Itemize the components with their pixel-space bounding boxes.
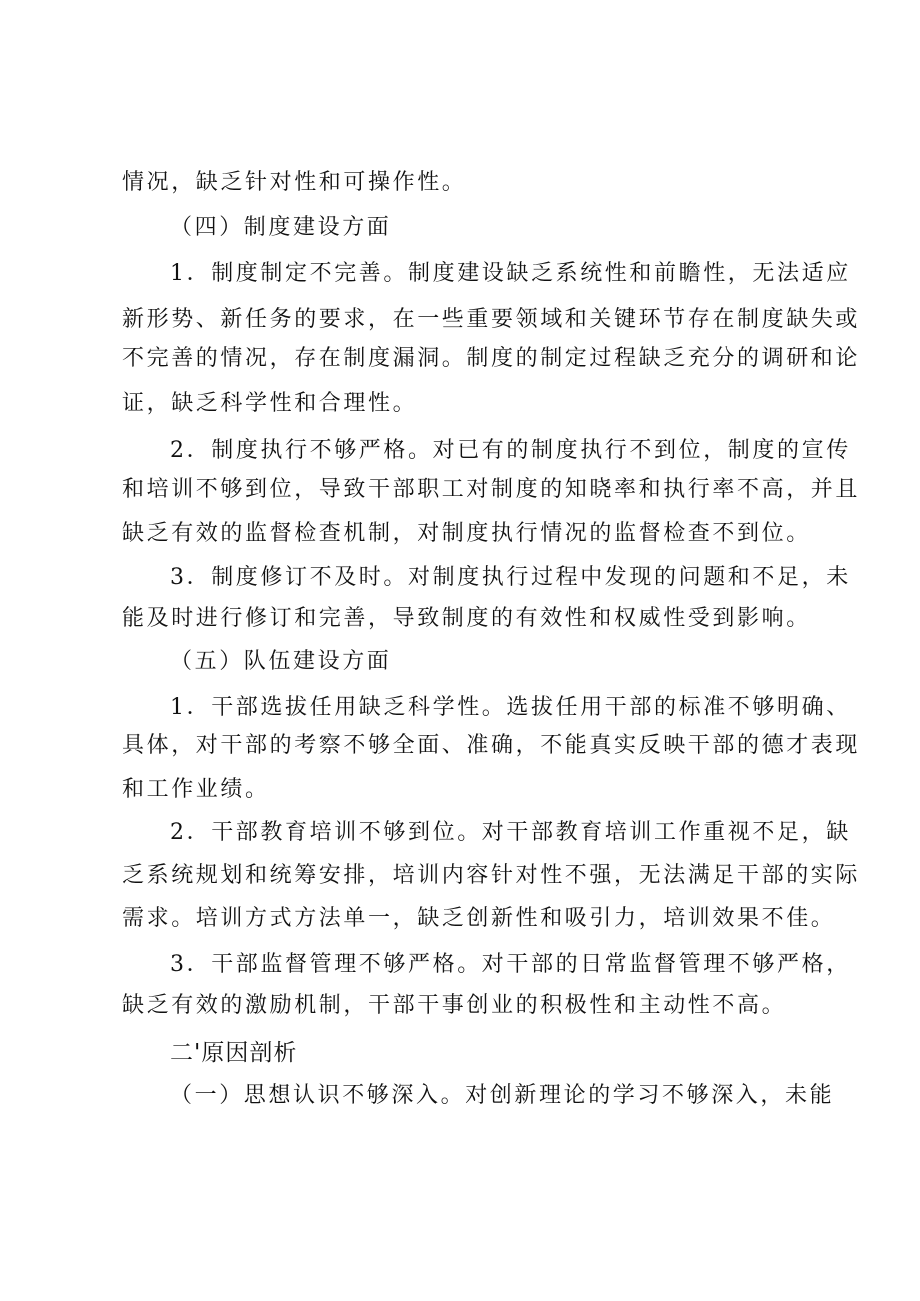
paragraph-line: 证，缺乏科学性和合理性。 xyxy=(122,391,418,416)
paragraph-line: 2．制度执行不够严格。对已有的制度执行不到位，制度的宣传 xyxy=(170,438,851,463)
paragraph-line: 和工作业绩。 xyxy=(122,777,270,802)
paragraph-line: 和培训不够到位，导致干部职工对制度的知晓率和执行率不高，并且 xyxy=(122,477,861,502)
paragraph-line: （一）思想认识不够深入。对创新理论的学习不够深入，未能 xyxy=(170,1083,835,1108)
paragraph-line: 3．制度修订不及时。对制度执行过程中发现的问题和不足，未 xyxy=(170,565,851,590)
paragraph-line: 能及时进行修订和完善，导致制度的有效性和权威性受到影响。 xyxy=(122,606,811,631)
paragraph-line: 缺乏有效的激励机制，干部干事创业的积极性和主动性不高。 xyxy=(122,993,787,1018)
section-heading-5: （五）队伍建设方面 xyxy=(170,649,392,674)
section-heading-4: （四）制度建设方面 xyxy=(170,215,392,240)
paragraph-line: 1．干部选拔任用缺乏科学性。选拔任用干部的标准不够明确、 xyxy=(170,695,851,720)
paragraph-line: 需求。培训方式方法单一，缺乏创新性和吸引力，培训效果不佳。 xyxy=(122,906,836,931)
paragraph-line: 乏系统规划和统筹安排，培训内容针对性不强，无法满足干部的实际 xyxy=(122,863,861,888)
paragraph-line: 具体，对干部的考察不够全面、准确，不能真实反映干部的德才表现 xyxy=(122,733,861,758)
paragraph-line: 新形势、新任务的要求，在一些重要领域和关键环节存在制度缺失或 xyxy=(122,307,861,332)
paragraph-line: 情况，缺乏针对性和可操作性。 xyxy=(122,170,467,195)
paragraph-line: 不完善的情况，存在制度漏洞。制度的制定过程缺乏充分的调研和论 xyxy=(122,346,861,371)
paragraph-line: 3．干部监督管理不够严格。对干部的日常监督管理不够严格， xyxy=(170,952,851,977)
paragraph-line: 1．制度制定不完善。制度建设缺乏系统性和前瞻性，无法适应 xyxy=(170,261,851,286)
paragraph-line: 缺乏有效的监督检查机制，对制度执行情况的监督检查不到位。 xyxy=(122,521,811,546)
paragraph-line: 2．干部教育培训不够到位。对干部教育培训工作重视不足，缺 xyxy=(170,820,851,845)
section-heading-causes: 二'原因剖析 xyxy=(170,1040,298,1066)
